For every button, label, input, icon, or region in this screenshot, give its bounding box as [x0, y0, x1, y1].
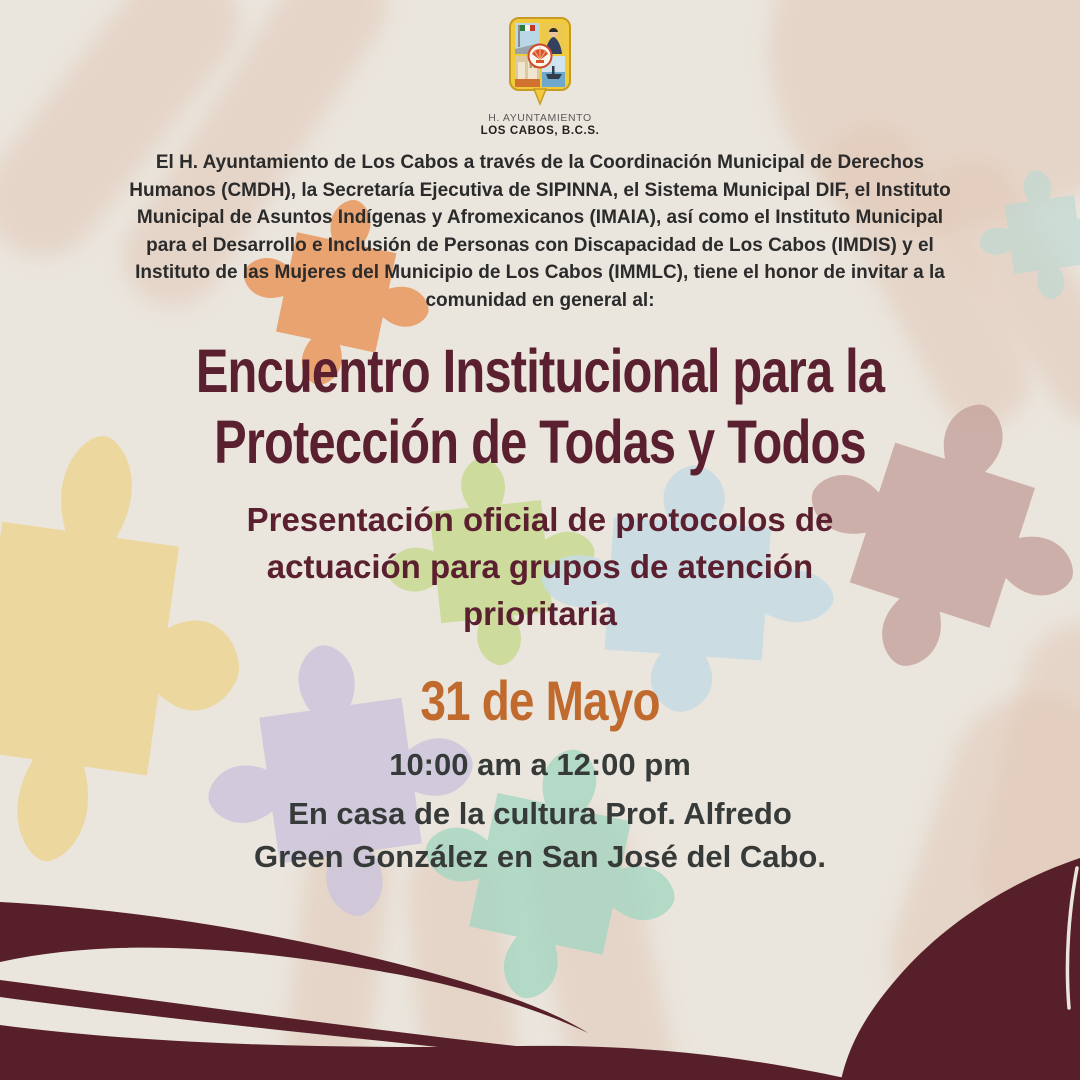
event-time: 10:00 am a 12:00 pm — [389, 747, 691, 782]
wave-crescent-shape — [0, 902, 588, 1033]
intro-paragraph — [0, 149, 1080, 314]
event-title — [0, 336, 1080, 478]
location-line: En casa de la cultura Prof. Alfredo — [288, 796, 792, 831]
intro-line: para el Desarrollo e Inclusión de Personas con Discapacidad de Los Cabos (IMDIS) y el — [146, 234, 934, 256]
logo-org-line2: LOS CABOS, B.C.S. — [480, 125, 600, 137]
subtitle-line: Presentación oficial de protocolos de — [246, 501, 834, 538]
subtitle-line: prioritaria — [462, 595, 618, 632]
intro-line: comunidad en general al: — [425, 289, 655, 311]
logo-shield-icon — [484, 16, 596, 108]
event-date: 31 de Mayo — [420, 669, 660, 732]
intro-line: Humanos (CMDH), la Secretaría Ejecutiva de SIPINNA, el Sistema Municipal DIF, el Instituto — [129, 179, 951, 201]
bottom-wave-decoration — [0, 840, 1080, 1080]
intro-line: Municipal de Asuntos Indígenas y Afromexicanos (IMAIA), así como el Instituto Municipal — [136, 207, 944, 228]
logo-org-line1: H. AYUNTAMIENTO — [488, 112, 592, 124]
municipal-logo — [0, 16, 1080, 137]
wave-right-corner-shape — [841, 858, 1080, 1080]
subtitle-line: actuación para grupos de atención — [266, 548, 814, 585]
title-line: Protección de Todas y Todos — [214, 408, 866, 476]
intro-line: El H. Ayuntamiento de Los Cabos a través de la Coordinación Municipal de Derechos — [155, 152, 925, 173]
intro-line: Instituto de las Mujeres del Municipio de Los Cabos (IMMLC), tiene el honor de invitar a la — [135, 262, 945, 283]
location-line: Green González en San José del Cabo. — [254, 839, 826, 874]
event-subtitle — [0, 496, 1080, 637]
title-line: Encuentro Institucional para la — [195, 337, 885, 405]
